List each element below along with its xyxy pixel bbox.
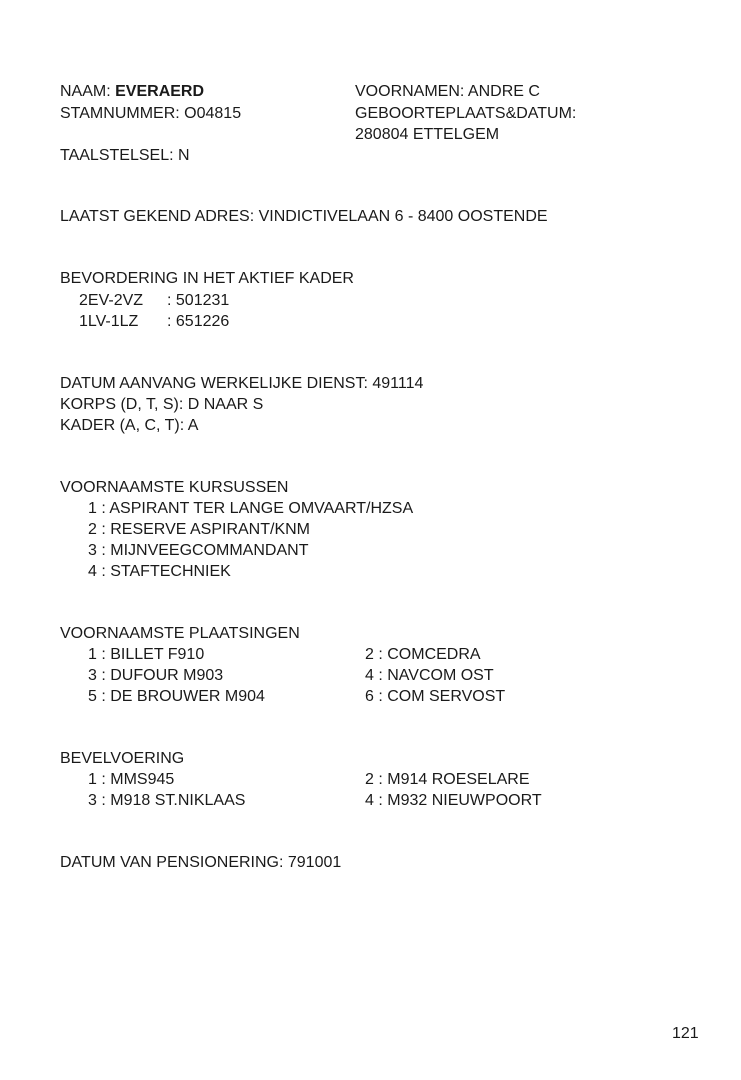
bevordering-rank: 2EV-2VZ (79, 292, 144, 309)
bevelvoering-item: 4 : M932 NIEUWPOORT (365, 792, 542, 809)
stamnummer-line (60, 104, 241, 124)
bevordering-date: : 501231 (167, 292, 230, 309)
plaatsingen-title: VOORNAAMSTE PLAATSINGEN (60, 625, 300, 642)
stamnummer-value: O04815 (184, 105, 242, 122)
geboorte-value: 280804 ETTELGEM (355, 126, 500, 143)
stamnummer-label: STAMNUMMER: (60, 105, 180, 122)
kursus-item: 4 : STAFTECHNIEK (88, 563, 231, 580)
kursus-item: 3 : MIJNVEEGCOMMANDANT (88, 542, 309, 559)
kursussen-title: VOORNAAMSTE KURSUSSEN (60, 479, 289, 496)
page-number: 121 (672, 1025, 699, 1042)
voornamen-label: VOORNAMEN: (355, 83, 465, 100)
kader: KADER (A, C, T): A (60, 417, 199, 434)
geboorte-label: GEBOORTEPLAATS&DATUM: (355, 105, 577, 122)
plaatsing-item: 4 : NAVCOM OST (365, 667, 494, 684)
kursus-item: 2 : RESERVE ASPIRANT/KNM (88, 521, 310, 538)
taalstelsel-value: N (177, 147, 190, 164)
laatst-gekend-adres: LAATST GEKEND ADRES: VINDICTIVELAAN 6 - 8400 OOSTENDE (60, 208, 548, 225)
datum-pensionering: DATUM VAN PENSIONERING: 791001 (60, 854, 342, 871)
plaatsing-item: 1 : BILLET F910 (88, 646, 205, 663)
plaatsing-item: 3 : DUFOUR M903 (88, 667, 224, 684)
taalstelsel-line (60, 146, 190, 166)
bevelvoering-item: 2 : M914 ROESELARE (365, 771, 530, 788)
kursus-item: 1 : ASPIRANT TER LANGE OMVAART/HZSA (88, 500, 414, 517)
naam-value: EVERAERD (115, 83, 205, 100)
plaatsing-item: 2 : COMCEDRA (365, 646, 481, 663)
bevordering-title: BEVORDERING IN HET AKTIEF KADER (60, 270, 354, 287)
bevelvoering-item: 1 : MMS945 (88, 771, 175, 788)
plaatsing-item: 6 : COM SERVOST (365, 688, 506, 705)
datum-aanvang-dienst: DATUM AANVANG WERKELIJKE DIENST: 491114 (60, 375, 424, 392)
naam-label: NAAM: (60, 83, 111, 100)
naam-line (60, 82, 204, 102)
voornamen-line (355, 82, 540, 102)
plaatsing-item: 5 : DE BROUWER M904 (88, 688, 265, 705)
bevordering-date: : 651226 (167, 313, 230, 330)
bevelvoering-item: 3 : M918 ST.NIKLAAS (88, 792, 246, 809)
taalstelsel-label: TAALSTELSEL: (60, 147, 174, 164)
bevordering-rank: 1LV-1LZ (79, 313, 139, 330)
korps: KORPS (D, T, S): D NAAR S (60, 396, 264, 413)
bevelvoering-title: BEVELVOERING (60, 750, 185, 767)
voornamen-value: ANDRE C (467, 83, 540, 100)
